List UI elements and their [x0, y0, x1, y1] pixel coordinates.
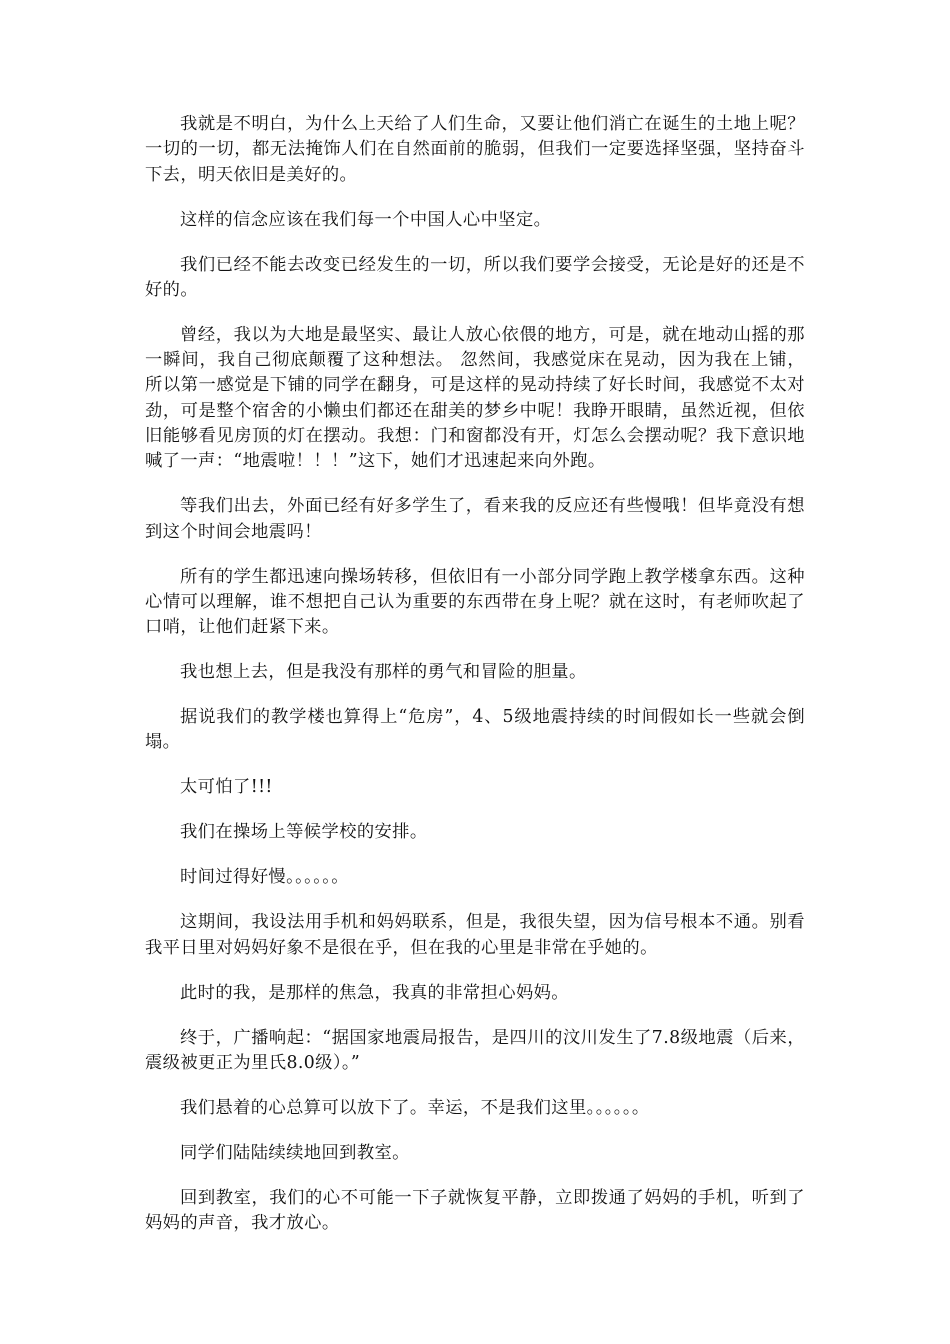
paragraph: 我们悬着的心总算可以放下了。幸运，不是我们这里。。。。。。 — [180, 1097, 650, 1118]
paragraph: 这样的信念应该在我们每一个中国人心中坚定。 — [180, 209, 552, 230]
paragraph: 此时的我，是那样的焦急，我真的非常担心妈妈。 — [180, 982, 569, 1003]
paragraph: 同学们陆陆续续地回到教室。 — [180, 1142, 410, 1163]
paragraph: 太可怕了!!! — [180, 777, 273, 798]
paragraph: 回到教室，我们的心不可能一下子就恢复平静，立即拨通了妈妈的手机，听到了妈妈的声音，我才放心。 — [145, 1187, 805, 1234]
paragraph: 时间过得好慢。。。。。。 — [180, 867, 349, 888]
paragraph: 据说我们的教学楼也算得上“危房”，4、5级地震持续的时间假如长一些就会倒塌。 — [145, 707, 805, 753]
paragraph: 曾经，我以为大地是最坚实、最让人放心依偎的地方，可是，就在地动山摇的那一瞬间，我自己彻底颠覆了这种想法。 忽然间，我感觉床在晃动，因为我在上铺，所以第一感觉是下铺的同学在翻身，可是这样的晃动持续了好长时间，我感觉不太对劲，可是整个宿舍的小懒虫们都还在甜美的梦乡中呢！我睁开眼睛，虽然近视，但依旧能够看见房顶的灯在摆动。我想：门和窗都没有开，灯怎么会摆动呢？我下意识地喊了一声：“地震啦！！！”这下，她们才迅速起来向外跑。 — [145, 324, 805, 472]
paragraph: 所有的学生都迅速向操场转移，但依旧有一小部分同学跑上教学楼拿东西。这种心情可以理解，谁不想把自己认为重要的东西带在身上呢？就在这时，有老师吹起了口哨，让他们赶紧下来。 — [145, 566, 805, 638]
paragraph: 我们已经不能去改变已经发生的一切，所以我们要学会接受，无论是好的还是不好的。 — [145, 254, 805, 300]
document-body — [145, 112, 805, 1256]
paragraph: 这期间，我设法用手机和妈妈联系，但是，我很失望，因为信号根本不通。别看我平日里对妈妈好象不是很在乎，但在我的心里是非常在乎她的。 — [145, 912, 805, 958]
paragraph: 我们在操场上等候学校的安排。 — [180, 822, 428, 843]
paragraph: 我就是不明白，为什么上天给了人们生命，又要让他们消亡在诞生的土地上呢？一切的一切，都无法掩饰人们在自然面前的脆弱，但我们一定要选择坚强，坚持奋斗下去，明天依旧是美好的。 — [145, 114, 805, 185]
paragraph: 等我们出去，外面已经有好多学生了，看来我的反应还有些慢哦！但毕竟没有想到这个时间会地震吗！ — [145, 496, 805, 542]
paragraph: 我也想上去，但是我没有那样的勇气和冒险的胆量。 — [180, 662, 587, 683]
paragraph: 终于，广播响起：“据国家地震局报告，是四川的汶川发生了7.8级地震（后来，震级被更正为里氏8.0级）。” — [145, 1027, 805, 1073]
